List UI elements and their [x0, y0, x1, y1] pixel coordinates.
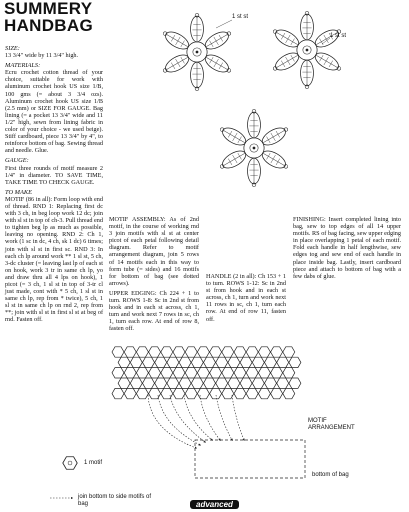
arrangement-hex [179, 378, 191, 388]
arrangement-hex [173, 347, 185, 357]
arrangement-hex [234, 347, 246, 357]
motif-chart-bottom [217, 109, 290, 186]
title-line-2: HANDBAG [4, 16, 93, 35]
arrangement-hex [234, 368, 246, 378]
arrangement-hex [246, 347, 258, 357]
arrangement-hex [185, 368, 197, 378]
first-st-label-right: 1 st st [330, 33, 347, 39]
arrangement-hex [277, 357, 289, 367]
arrangement-hex [167, 378, 179, 388]
materials-text: Ecru crochet cotton thread of your choice, suitable for work with aluminum crochet hook US size 1/B, 100 gms (= about 3 3/4 ozs). Aluminum crochet hook US size 1/B (2.5 mm) or SIZE FOR GAUGE. Bag lining (= a pocket 13 3/4" wide and 11 1/2" high, sewn from lining fabric in color of your choice - we used beige). Stiff cardboard, piece 13 3/4" by 4", to reinforce bottom of bag. Sewing thread and needle. Glue. [5, 69, 103, 155]
arrangement-hex [118, 357, 130, 367]
arrangement-hex [277, 378, 289, 388]
arrangement-hex [210, 347, 222, 357]
arrangement-hex [222, 368, 234, 378]
arrangement-hex [222, 388, 234, 398]
arrangement-hex [173, 388, 185, 398]
arrangement-hex [155, 378, 167, 388]
arrangement-hex [228, 357, 240, 367]
arrangement-hex [173, 368, 185, 378]
bottom-of-bag-label: bottom of bag [312, 472, 349, 478]
arrangement-hex [197, 368, 209, 378]
arrangement-hex [161, 368, 173, 378]
brand-text: advanced [196, 500, 233, 509]
arrangement-hex [130, 357, 142, 367]
upper-edging-text: UPPER EDGING: Ch 224 + 1 to turn. ROWS 1-8: Sc in 2nd st from hook and in each st across, ch 1, turn and work next 7 rows in sc, ch 1, turn each row. At end of row 8, fasten off. [109, 289, 199, 333]
arrangement-hex [136, 388, 148, 398]
brand-logo [190, 500, 239, 509]
arrangement-hex [155, 357, 167, 367]
arrangement-hex [149, 368, 161, 378]
gauge-text: First three rounds of motif measure 2 1/4" in diameter. TO SAVE TIME, TAKE TIME TO CHECK GAUGE. [5, 164, 103, 186]
motif-arrangement-grid [112, 347, 301, 399]
make-heading: TO MAKE [5, 188, 33, 196]
arrangement-hex [216, 378, 228, 388]
arrangement-hex [246, 388, 258, 398]
arrangement-hex [112, 368, 124, 378]
arrangement-hex [240, 357, 252, 367]
arrangement-hex [252, 378, 264, 388]
arrangement-hex [136, 368, 148, 378]
arrangement-hex [283, 388, 295, 398]
arrangement-hex [185, 347, 197, 357]
arrangement-hex [258, 368, 270, 378]
arrangement-hex [271, 388, 283, 398]
arrangement-hex [283, 347, 295, 357]
arrangement-hex [143, 357, 155, 367]
arrangement-hex [197, 388, 209, 398]
arrangement-hex [271, 368, 283, 378]
arrangement-hex [204, 357, 216, 367]
arrangement-hex [191, 378, 203, 388]
arrangement-hex [234, 388, 246, 398]
arrangement-hex [124, 368, 136, 378]
arrangement-hex [289, 378, 301, 388]
arrangement-hex [112, 347, 124, 357]
arrangement-hex [161, 347, 173, 357]
arrangement-hex [130, 378, 142, 388]
arrangement-hex [210, 388, 222, 398]
join-note-label: join bottom to side motifs of bag [78, 494, 152, 507]
size-heading: SIZE: [5, 45, 20, 52]
assembly-text: MOTIF ASSEMBLY: As of 2nd motif, in the course of working rnd 3 join motifs with sl st at center picot of each petal following detail diagram. Refer to motif arrangement diagram, join 5 rows of 14 motifs each in this way to form tube (= sides) and 16 motifs for bottom of bag (see dotted arrows). [109, 216, 199, 287]
arrangement-hex [185, 388, 197, 398]
first-st-label: 1 st st [232, 14, 249, 20]
handle-text: HANDLE (2 in all): Ch 153 + 1 to turn. ROWS 1-12: Sc in 2nd st from hook and in each st across, ch 1, turn and work next 11 rows in sc, ch 1, turn each row. At end of row 11, fasten off. [206, 273, 286, 323]
arrangement-hex [118, 378, 130, 388]
arrangement-hex [258, 347, 270, 357]
arrangement-hex [240, 378, 252, 388]
arrangement-hex [210, 368, 222, 378]
one-motif-label: 1 motif [84, 460, 103, 466]
motif-arrangement-label: MOTIF ARRANGEMENT [308, 418, 355, 431]
arrangement-hex [124, 347, 136, 357]
arrangement-hex [283, 368, 295, 378]
arrangement-hex [143, 378, 155, 388]
arrangement-hex [265, 357, 277, 367]
arrangement-hex [112, 388, 124, 398]
gauge-heading: GAUGE: [5, 157, 29, 165]
motif-chart-left [160, 13, 233, 90]
motif-chart-right [270, 11, 343, 88]
arrangement-hex [258, 388, 270, 398]
arrangement-hex [289, 357, 301, 367]
arrangement-hex [149, 388, 161, 398]
arrangement-hex [216, 357, 228, 367]
arrangement-hex [222, 347, 234, 357]
arrangement-hex [228, 378, 240, 388]
single-motif-icon [63, 457, 77, 469]
arrangement-hex [136, 347, 148, 357]
arrangement-hex [265, 378, 277, 388]
arrangement-hex [197, 347, 209, 357]
materials-heading: MATERIALS: [5, 62, 41, 70]
bottom-box [195, 440, 305, 478]
make-text: MOTIF (86 in all): Form loop with end of thread. RND 1: Replacing first dc with 3 ch, in beg loop work 12 dc; join with sl st in top of ch-3. Pull thread end to tighten beg lp as much as possible, leaving no opening. RND 2: Ch 1, work (1 sc in dc, 4 ch, sk 1 dc) 6 times; join with sl st in first sc. RND 3: In each ch lp around work ** 1 sl st, 5 ch, 3-dc cluster (= leaving last lp of each st on hook, work 3 tr in same ch lp, yo and draw thru all 4 lps on hook), 1 picot (= 3 ch, 1 sl st in top of 3-tr cl just made, cont with * 5 ch, 1 sl st in same ch lp, rep from * twice), 5 ch, 1 sl st in same ch lp on rnd 2, rep from **; join with sl st in first sl st at beg of rnd. Fasten off. [5, 195, 103, 324]
arrangement-hex [191, 357, 203, 367]
arrangement-hex [124, 388, 136, 398]
arrangement-hex [161, 388, 173, 398]
arrangement-hex [204, 378, 216, 388]
arrangement-hex [271, 347, 283, 357]
size-text: 13 3/4" wide by 11 3/4" high. [5, 52, 79, 60]
arrangement-hex [179, 357, 191, 367]
finishing-text: FINISHING: Insert completed lining into bag, sew to top edges of all 14 upper motifs. RS of bag facing, sew upper edging in place overlapping 1 petal of each motif. Fold each handle in half lengthwise, sew edges tog and sew end of each handle in place inside bag. Lastly, insert cardboard piece and attach to bottom of bag with a few dabs of glue. [293, 216, 401, 280]
arrangement-hex [149, 347, 161, 357]
arrangement-hex [167, 357, 179, 367]
title-line-1: SUMMERY [4, 0, 93, 18]
arrangement-hex [246, 368, 258, 378]
arrangement-hex [252, 357, 264, 367]
